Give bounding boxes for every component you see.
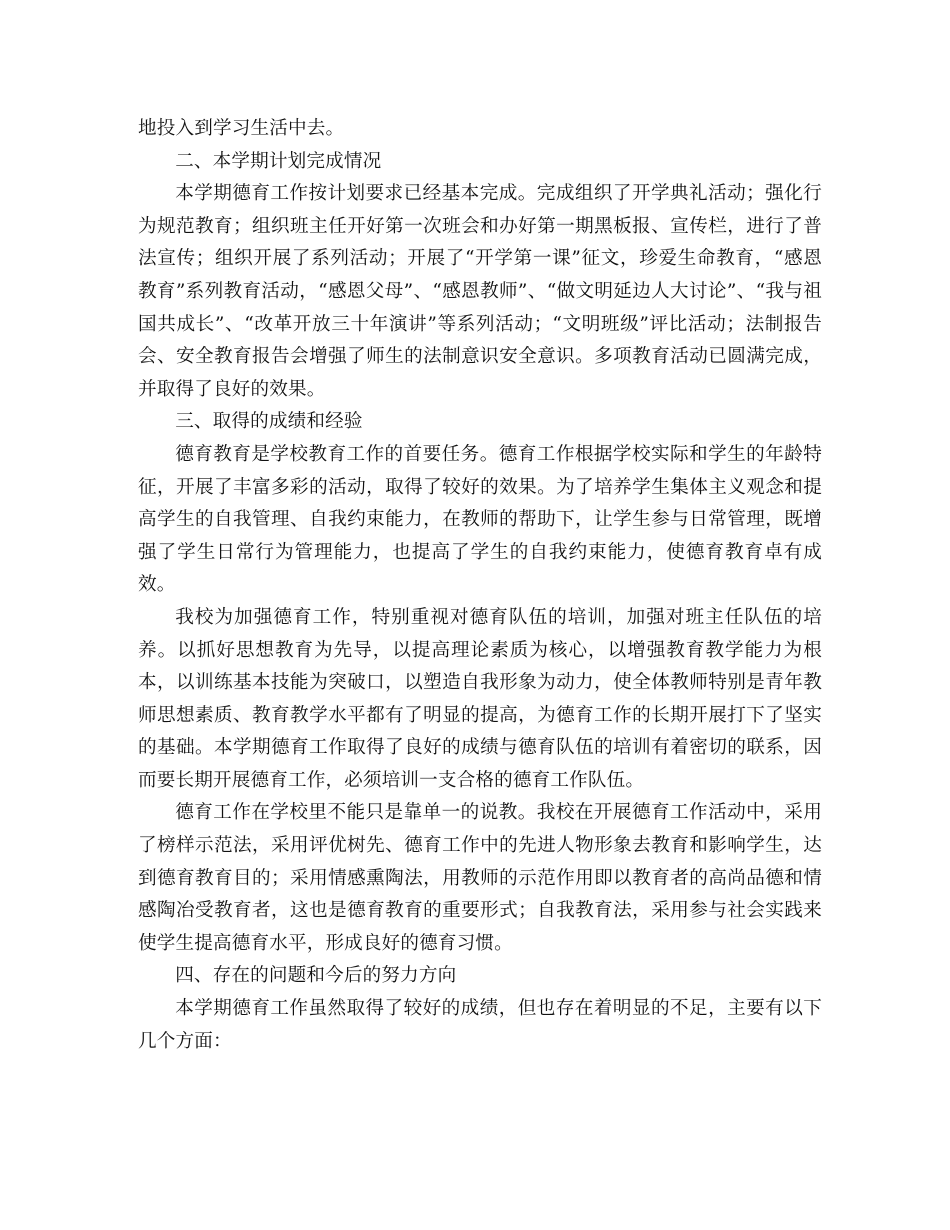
document-page xyxy=(138,113,822,1058)
paragraph-continuation: 地投入到学习生活中去。 xyxy=(138,118,345,139)
section-heading-achievements: 三、取得的成绩和经验 xyxy=(175,411,363,433)
paragraph-problems: 本学期德育工作虽然取得了较好的成绩，但也存在着明显的不足，主要有以下几个方面： xyxy=(138,998,822,1052)
paragraph-achievements-2: 我校为加强德育工作，特别重视对德育队伍的培训，加强对班主任队伍的培养。以抓好思想教育为先导，以提高理论素质为核心，以增强教育教学能力为根本，以训练基本技能为突破口，以塑造自我形象为动力，使全体教师特别是青年教师思想素质、教育教学水平都有了明显的提高，为德育工作的长期开展打下了坚实的基础。本学期德育工作取得了良好的成绩与德育队伍的培训有着密切的联系，因而要长期开展德育工作，必须培训一支合格的德育工作队伍。 xyxy=(138,606,822,791)
paragraph-achievements-1: 德育教育是学校教育工作的首要任务。德育工作根据学校实际和学生的年龄特征，开展了丰富多彩的活动，取得了较好的效果。为了培养学生集体主义观念和提高学生的自我管理、自我约束能力，在教师的帮助下，让学生参与日常管理，既增强了学生日常行为管理能力，也提高了学生的自我约束能力，使德育教育卓有成效。 xyxy=(138,443,822,596)
section-heading-problems: 四、存在的问题和今后的努力方向 xyxy=(175,965,457,987)
paragraph-plan-completion: 本学期德育工作按计划要求已经基本完成。完成组织了开学典礼活动；强化行为规范教育；组织班主任开好第一次班会和办好第一期黑板报、宣传栏，进行了普法宣传；组织开展了系列活动；开展了“开学第一课”征文，珍爱生命教育，“感恩教育”系列教育活动，“感恩父母”、“感恩教师”、“做文明延边人大讨论”、“我与祖国共成长”、“改革开放三十年演讲”等系列活动；“文明班级”评比活动；法制报告会、安全教育报告会增强了师生的法制意识安全意识。多项教育活动已圆满完成，并取得了良好的效果。 xyxy=(138,183,822,400)
paragraph-achievements-3: 德育工作在学校里不能只是靠单一的说教。我校在开展德育工作活动中，采用了榜样示范法，采用评优树先、德育工作中的先进人物形象去教育和影响学生，达到德育教育目的；采用情感熏陶法，用教师的示范作用即以教育者的高尚品德和情感陶冶受教育者，这也是德育教育的重要形式；自我教育法，采用参与社会实践来使学生提高德育水平，形成良好的德育习惯。 xyxy=(138,802,822,954)
section-heading-plan-completion: 二、本学期计划完成情况 xyxy=(175,150,382,172)
